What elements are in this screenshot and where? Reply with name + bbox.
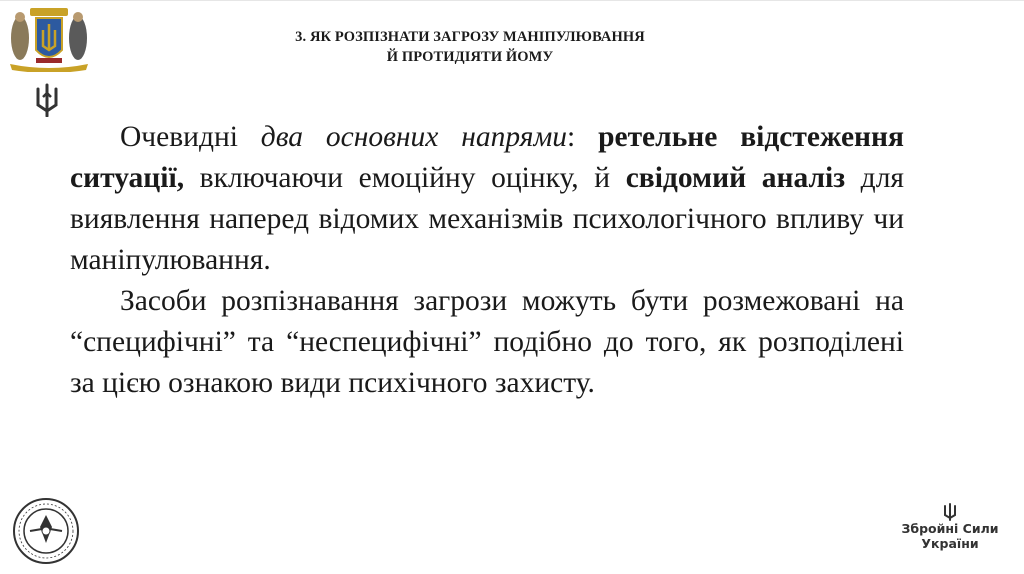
p1-italic-directions: два основних напрями	[260, 121, 568, 153]
title-line-1: 3. ЯК РОЗПІЗНАТИ ЗАГРОЗУ МАНІПУЛЮВАННЯ	[295, 29, 645, 45]
coat-of-arms-icon	[6, 6, 92, 72]
p1-bold-analysis: свідомий аналіз	[625, 162, 846, 194]
p1-text-c: :	[567, 121, 599, 153]
page-title	[180, 27, 760, 67]
title-line-2: Й ПРОТИДІЯТИ ЙОМУ	[386, 49, 554, 65]
armed-forces-logo-icon	[943, 503, 957, 521]
slide-body	[70, 117, 904, 404]
armed-forces-logo	[900, 503, 1000, 563]
p1-text-g: для виявлення наперед відомих механізмів психологічного впливу чи маніпулювання.	[70, 162, 904, 276]
p1-text-a: Очевидні	[120, 121, 261, 153]
department-seal-icon	[12, 497, 80, 565]
p1-bold-monitoring: ретельне відстеження ситуації,	[70, 121, 904, 194]
logo-line-2: України	[921, 536, 979, 551]
logo-line-1: Збройні Сили	[901, 521, 999, 536]
trident-icon	[32, 83, 62, 117]
paragraph-1	[70, 117, 904, 281]
p1-text-e: включаючи емоційну оцінку, й	[184, 162, 626, 194]
paragraph-2: Засоби розпізнавання загрози можуть бути розмежовані на “специфічні” та “неспецифічні” подібно до того, як розподілені за цією ознакою види психічного захисту.	[70, 285, 904, 399]
